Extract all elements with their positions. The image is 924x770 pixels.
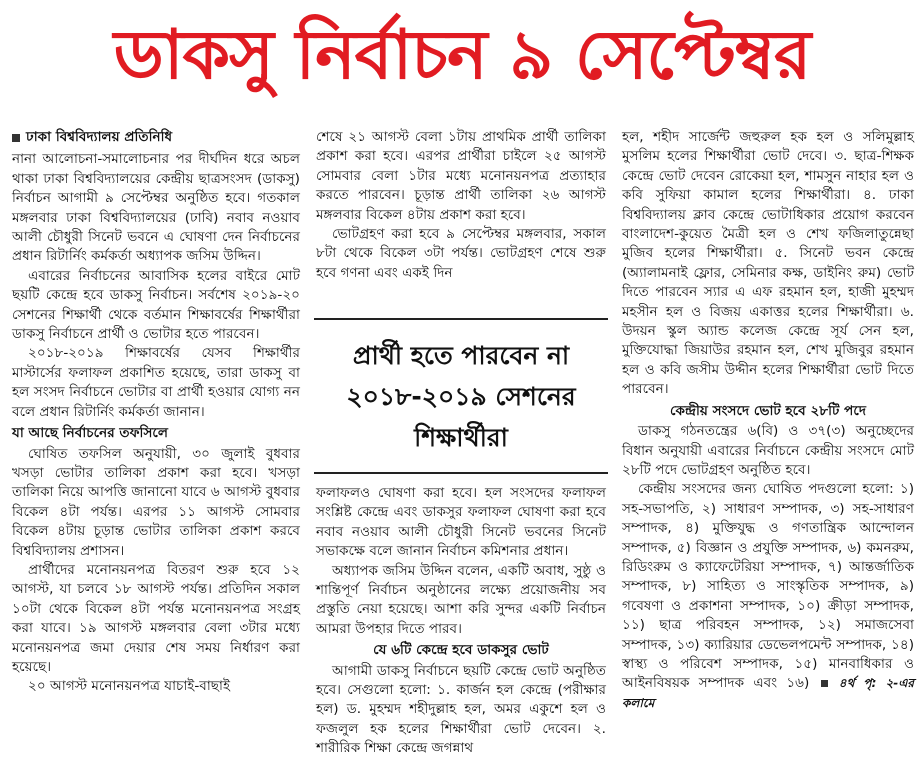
byline bbox=[12, 128, 300, 147]
paragraph: নানা আলোচনা-সমালোচনার পর দীর্ঘদিন ধরে অচল থাকা ঢাকা বিশ্ববিদ্যালয়ের কেন্দ্রীয় ছাত্রসংসদ (ডাকসু) নির্বাচন আগামী ৯ সেপ্টেম্বর অনুষ্ঠিত হবে। গতকাল মঙ্গলবার ঢাকা বিশ্ববিদ্যালয়ের (ঢাবি) নবাব নওয়াব আলী চৌধুরী সিনেট ভবনে এ ঘোষণা দেন নির্বাচনের প্রধান রিটার্নিং কর্মকর্তা অধ্যাপক জসিম উদ্দিন। bbox=[12, 151, 300, 265]
paragraph: ভোটগ্রহণ করা হবে ৯ সেপ্টেম্বর মঙ্গলবার, সকাল ৮টা থেকে বিকেল ৩টা পর্যন্ত। ভোটগ্রহণ শেষে শুরু হবে গণনা এবং একই দিন bbox=[316, 226, 606, 281]
pull-quote-text: প্রার্থী হতে পারবেন না ২০১৮-২০১৯ সেশনের শিক্ষার্থীরা bbox=[346, 340, 576, 452]
headline: ডাকসু নির্বাচন ৯ সেপ্টেম্বর bbox=[113, 16, 811, 95]
column-1 bbox=[12, 128, 300, 697]
paragraph: আগামী ডাকসু নির্বাচনে ছয়টি কেন্দ্রে ভোট অনুষ্ঠিত হবে। সেগুলো হলো: ১. কার্জন হল কেন্দ্রে (পরীক্ষার হল) ড. মুহম্মদ শহীদুল্লাহ হল, অমর একুশে হল ও ফজলুল হক হলের শিক্ষার্থীরা ভোট দেবেন। ২. শারীরিক শিক্ষা কেন্দ্রে জগন্নাথ bbox=[316, 662, 606, 757]
paragraph: হল, শহীদ সার্জেন্ট জহুরুল হক হল ও সলিমুল্লাহ মুসলিম হলের শিক্ষার্থীরা ভোট দেবে। ৩. ছাত্র-শিক্ষক কেন্দ্রে ভোট দেবেন রোকেয়া হল, শামসুন নাহার হল ও কবি সুফিয়া কামাল হলের শিক্ষার্থীরা। ৪. ঢাকা বিশ্ববিদ্যালয় ক্লাব কেন্দ্রে ভোটাধিকার প্রয়োগ করবেন বাংলাদেশ-কুয়েত মৈত্রী হল ও শেখ ফজিলাতুন্নেছা মুজিব হলের শিক্ষার্থীরা। ৫. সিনেট ভবন কেন্দ্রে (অ্যালামনাই ফ্লোর, সেমিনার কক্ষ, ডাইনিং রুম) ভোট দিতে পারবেন স্যার এ এফ রহমান হল, হাজী মুহম্মদ মহসীন হল ও বিজয় একাত্তর হলের শিক্ষার্থীরা। ৬. উদয়ন স্কুল অ্যান্ড কলেজ কেন্দ্রে সূর্য সেন হল, মুক্তিযোদ্ধা জিয়াউর রহমান হল, শেখ মুজিবুর রহমান হল ও কবি জসীম উদ্দীন হলের শিক্ষার্থীরা ভোট দিতে পারবেন। bbox=[622, 129, 914, 398]
bullet-square-icon bbox=[12, 134, 20, 142]
subheading: যা আছে নির্বাচনের তফসিলে bbox=[12, 425, 169, 442]
pull-quote bbox=[314, 318, 608, 474]
paragraph bbox=[622, 480, 914, 713]
paragraph: ঘোষিত তফসিল অনুযায়ী, ৩০ জুলাই বুধবার খসড়া ভোটার তালিকা প্রকাশ করা হবে। খসড়া তালিকা নিয়ে আপত্তি জানানো যাবে ৬ আগস্ট বুধবার বিকেল ৪টা পর্যন্ত। এরপর ১১ আগস্ট সোমবার বিকেল ৪টায় চূড়ান্ত ভোটার তালিকা প্রকাশ করবে বিশ্ববিদ্যালয় প্রশাসন। bbox=[12, 445, 300, 559]
jump-square-icon bbox=[821, 680, 828, 687]
paragraph: প্রার্থীদের মনোনয়নপত্র বিতরণ শুরু হবে ১২ আগস্ট, যা চলবে ১৮ আগস্ট পর্যন্ত। প্রতিদিন সকাল ১০টা থেকে বিকেল ৪টা পর্যন্ত মনোনয়নপত্র সংগ্রহ করা যাবে। ১৯ আগস্ট মঙ্গলবার বেলা ৩টার মধ্যে মনোনয়নপত্র জমা দেয়ার শেষ সময় নির্ধারণ করা হয়েছে। bbox=[12, 561, 300, 675]
paragraph: অধ্যাপক জসিম উদ্দিন বলেন, একটি অবাধ, সুষ্ঠু ও শান্তিপূর্ণ নির্বাচন অনুষ্ঠানের লক্ষ্যে প্রয়োজনীয় সব প্রস্তুতি নেয়া হয়েছে। আশা করি সুন্দর একটি নির্বাচন আমরা উপহার দিতে পারব। bbox=[316, 562, 606, 637]
column-2-bottom bbox=[316, 484, 606, 759]
paragraph-text: কেন্দ্রীয় সংসদের জন্য ঘোষিত পদগুলো হলো: ১) সহ-সভাপতি, ২) সাধারণ সম্পাদক, ৩) সহ-সাধারণ সম্পাদক, ৪) মুক্তিযুদ্ধ ও গণতান্ত্রিক আন্দোলন সম্পাদক, ৫) বিজ্ঞান ও প্রযুক্তি সম্পাদক, ৬) কমনরুম, রিডিংরুম ও ক্যাফেটেরিয়া সম্পাদক, ৭) আন্তর্জাতিক সম্পাদক, ৮) সাহিত্য ও সাংস্কৃতিক সম্পাদক, ৯) গবেষণা ও প্রকাশনা সম্পাদক, ১০) ক্রীড়া সম্পাদক, ১১) ছাত্র পরিবহন সম্পাদক, ১২) সমাজসেবা সম্পাদক, ১৩) ক্যারিয়ার ডেভেলপমেন্ট সম্পাদক, ১৪) স্বাস্থ্য ও পরিবেশ সম্পাদক, ১৫) মানবাধিকার ও আইনবিষয়ক সম্পাদক এবং ১৬) bbox=[622, 481, 914, 692]
continued-jump-line: ৪র্থ পৃ: ২-এর কলামে bbox=[622, 676, 914, 710]
paragraph: ফলাফলও ঘোষণা করা হবে। হল সংসদের ফলাফল সংশ্লিষ্ট কেন্দ্রে এবং ডাকসুর ফলাফল ঘোষণা করা হবে নবাব নওয়াব আলী চৌধুরী সিনেট ভবনের সিনেট সভাকক্ষে বলে জানান নির্বাচন কমিশনার প্রধান। bbox=[316, 485, 606, 560]
column-3 bbox=[622, 128, 914, 713]
paragraph: ডাকসু গঠনতন্ত্রের ৬(বি) ও ৩৭(৩) অনুচ্ছেদের বিধান অনুযায়ী এবারের নির্বাচনে কেন্দ্রীয় সংসদে মোট ২৮টি পদে ভোটগ্রহণ অনুষ্ঠিত হবে। bbox=[622, 423, 914, 478]
paragraph: শেষে ২১ আগস্ট বেলা ১টায় প্রাথমিক প্রার্থী তালিকা প্রকাশ করা হবে। এরপর প্রার্থীরা চাইলে ২৫ আগস্ট সোমবার বেলা ১টার মধ্যে মনোনয়নপত্র প্রত্যাহার করতে পারবেন। চূড়ান্ত প্রার্থী তালিকা ২৬ আগস্ট মঙ্গলবার বিকেল ৪টায় প্রকাশ করা হবে। bbox=[316, 129, 606, 223]
paragraph: ২০১৮-২০১৯ শিক্ষাবর্ষের যেসব শিক্ষার্থীর মাস্টার্সের ফলাফল প্রকাশিত হয়েছে, তারা ডাকসু বা হল সংসদ নির্বাচনে ভোটার বা প্রার্থী হওয়ার যোগ্য নন বলে প্রধান রিটার্নিং কর্মকর্তা জানান। bbox=[12, 345, 300, 420]
paragraph: ২০ আগস্ট মনোনয়নপত্র যাচাই-বাছাই bbox=[28, 678, 231, 695]
paragraph: এবারের নির্বাচনের আবাসিক হলের বাইরে মোট ছয়টি কেন্দ্রে হবে ডাকসু নির্বাচন। সর্বশেষ ২০১৯-২০ সেশনের শিক্ষার্থী থেকে বর্তমান শিক্ষাবর্ষের শিক্ষার্থীরা ডাকসু নির্বাচনে প্রার্থী ও ভোটার হতে পারবেন। bbox=[12, 267, 300, 343]
byline-text: ঢাকা বিশ্ববিদ্যালয় প্রতিনিধি bbox=[26, 129, 173, 145]
column-2-top bbox=[316, 128, 606, 283]
subheading: যে ৬টি কেন্দ্রে হবে ডাকসুর ভোট bbox=[373, 642, 549, 659]
subheading: কেন্দ্রীয় সংসদে ভোট হবে ২৮টি পদে bbox=[670, 402, 866, 419]
